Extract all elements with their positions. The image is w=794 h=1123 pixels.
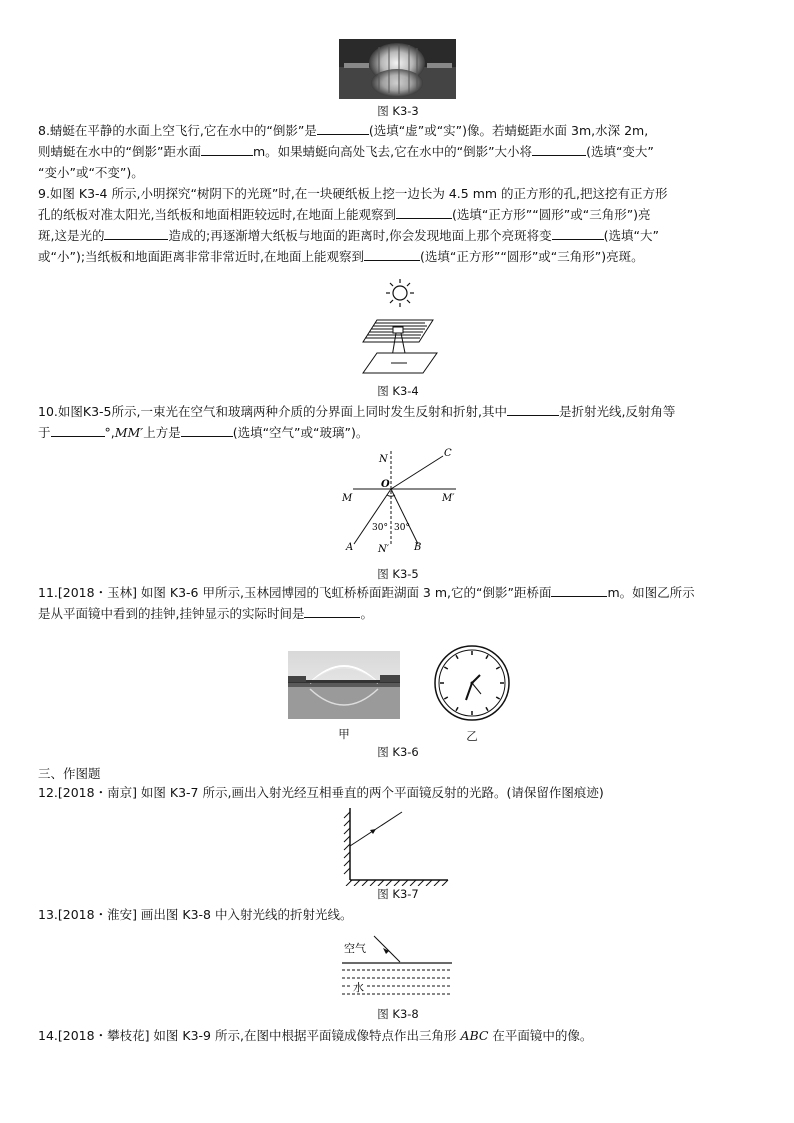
figure-k3-8-caption: 图 K3-8 bbox=[377, 1007, 419, 1021]
question-10: 10.如图K3-5所示,一束光在空气和玻璃两种介质的分界面上同时发生反射和折射,其中 是折射光线,反射角等 于 °,MM′上方是 (选填“空气”或“玻璃”)。 bbox=[38, 404, 676, 440]
figure-k3-6-clock bbox=[433, 644, 511, 722]
label-b: B bbox=[414, 542, 422, 553]
answer-blank[interactable] bbox=[201, 143, 253, 156]
answer-blank[interactable] bbox=[317, 122, 369, 135]
answer-blank[interactable] bbox=[51, 424, 105, 437]
figure-k3-8-diagram bbox=[340, 930, 454, 1006]
answer-blank[interactable] bbox=[104, 227, 168, 240]
figure-k3-5-diagram bbox=[338, 446, 462, 556]
question-12: 12.[2018・南京] 如图 K3-7 所示,画出入射光经互相垂直的两个平面镜反射的光路。(请保留作图痕迹) bbox=[38, 785, 604, 800]
figure-k3-6-bridge-photo bbox=[288, 651, 400, 719]
figure-k3-7-diagram bbox=[340, 806, 452, 886]
angle-label-left: 30° bbox=[372, 523, 388, 533]
figure-k3-7-caption: 图 K3-7 bbox=[377, 887, 419, 901]
figure-k3-5-caption: 图 K3-5 bbox=[377, 567, 419, 581]
answer-blank[interactable] bbox=[551, 584, 607, 597]
figure-k3-6-label-b: 乙 bbox=[466, 729, 478, 743]
answer-blank[interactable] bbox=[532, 143, 586, 156]
question-11: 11.[2018・玉林] 如图 K3-6 甲所示,玉林园博园的飞虹桥桥面距湖面 3 m,它的“倒影”距桥面 m。如图乙所示 是从平面镜中看到的挂钟,挂钟显示的实际时间是 。 bbox=[38, 585, 695, 621]
answer-blank[interactable] bbox=[304, 605, 360, 618]
label-m-prime: M′ bbox=[442, 493, 455, 504]
answer-blank[interactable] bbox=[181, 424, 233, 437]
answer-blank[interactable] bbox=[552, 227, 604, 240]
air-label: 空气 bbox=[344, 942, 366, 955]
water-label: 水 bbox=[353, 981, 364, 994]
figure-k3-6-caption: 图 K3-6 bbox=[377, 745, 419, 759]
angle-label-right: 30° bbox=[394, 523, 410, 533]
question-8: 8.蜻蜓在平静的水面上空飞行,它在水中的“倒影”是 (选填“虚”或“实”)像。若蜻蜓距水面 3m,水深 2m, 则蜻蜓在水中的“倒影”距水面 m。如果蜻蜓向高处飞去,它在水中的“倒影”大小将 (选填“变大” “变小”或“不变”)。 bbox=[38, 123, 654, 180]
answer-blank[interactable] bbox=[364, 248, 420, 261]
label-a: A bbox=[346, 542, 354, 553]
figure-k3-4-caption: 图 K3-4 bbox=[377, 384, 419, 398]
figure-k3-3-photo bbox=[339, 39, 456, 99]
figure-k3-6-label-a: 甲 bbox=[338, 727, 350, 741]
label-n-prime: N′ bbox=[378, 544, 390, 555]
question-9: 9.如图 K3-4 所示,小明探究“树阴下的光斑”时,在一块硬纸板上挖一边长为 4.5 mm 的正方形的孔,把这挖有正方形 孔的纸板对准太阳光,当纸板和地面相距较远时,在地面上能观察到 (选填“正方形”“圆形”或“三角形”)亮 斑,这是光的 造成的;再逐渐增大纸板与地面的距离时,你会发现地面上那个亮斑将变 (选填“大” 或“小”);当纸板和地面距离非常非常近时,在地面上能观察到 (选填“正方形”“圆形”或“三角形”)亮斑。 bbox=[38, 186, 668, 264]
label-m: M bbox=[342, 493, 353, 504]
label-n: N bbox=[379, 454, 388, 465]
question-13: 13.[2018・淮安] 画出图 K3-8 中入射光线的折射光线。 bbox=[38, 907, 353, 922]
figure-k3-4-diagram bbox=[355, 275, 445, 385]
label-o: O bbox=[381, 479, 390, 490]
question-14: 14.[2018・攀枝花] 如图 K3-9 所示,在图中根据平面镜成像特点作出三角形 ABC 在平面镜中的像。 bbox=[38, 1028, 593, 1043]
answer-blank[interactable] bbox=[396, 206, 452, 219]
section-title: 三、作图题 bbox=[38, 766, 101, 781]
sun-icon bbox=[386, 279, 414, 307]
answer-blank[interactable] bbox=[507, 403, 559, 416]
label-c: C bbox=[444, 448, 452, 459]
figure-k3-3-caption: 图 K3-3 bbox=[377, 104, 419, 118]
